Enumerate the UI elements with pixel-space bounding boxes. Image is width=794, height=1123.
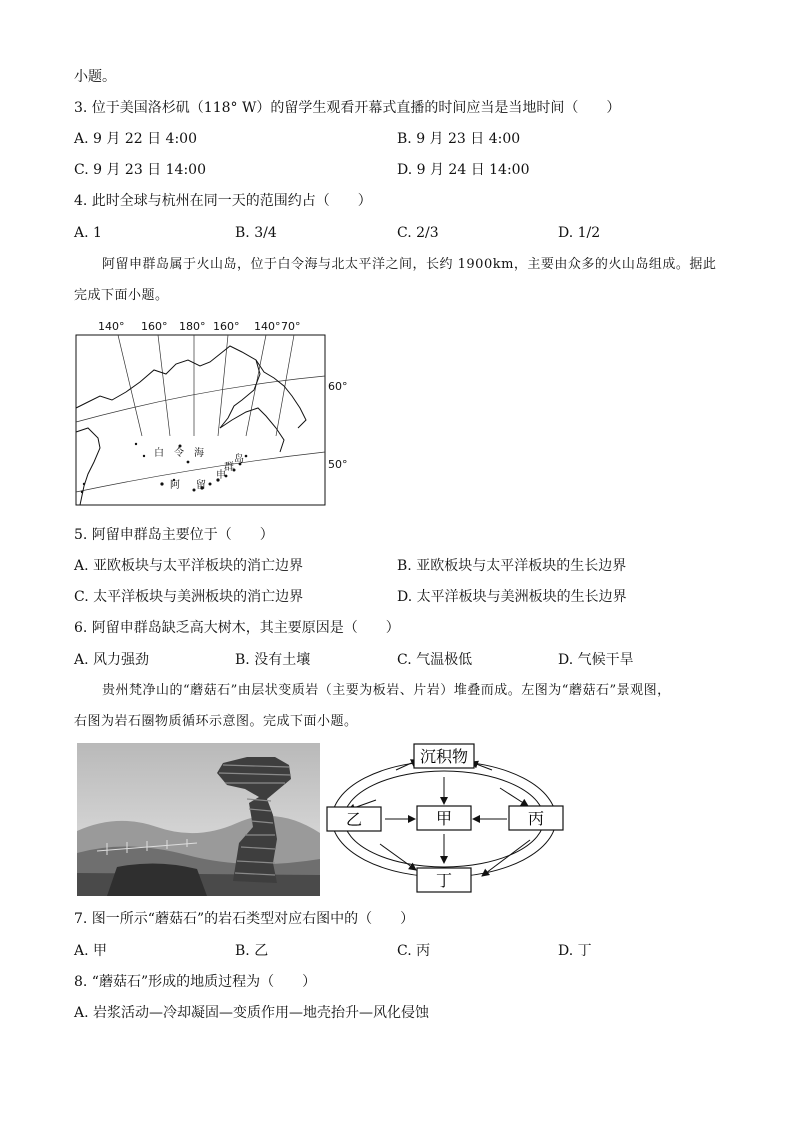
question-7-option-d[interactable]: D. 丁: [558, 943, 592, 959]
question-5-option-c[interactable]: C. 太平洋板块与美洲板块的消亡边界: [74, 589, 304, 605]
question-4-option-a[interactable]: A. 1: [74, 225, 102, 241]
map-lon-label: 180°: [179, 320, 206, 333]
question-8-stem: 8. “蘑菇石”形成的地质过程为（ ）: [74, 974, 317, 990]
passage-mushroom-line-2: 右图为岩石圈物质循环示意图。完成下面小题。: [74, 714, 358, 729]
map-lon-label: 160°: [141, 320, 168, 333]
svg-text:乙: 乙: [345, 810, 363, 829]
question-8-option-a[interactable]: A. 岩浆活动—冷却凝固—变质作用—地壳抬升—风化侵蚀: [74, 1005, 430, 1021]
svg-text:沉积物: 沉积物: [419, 747, 469, 766]
question-4-stem: 4. 此时全球与杭州在同一天的范围约占（ ）: [74, 193, 372, 209]
question-4-option-c[interactable]: C. 2/3: [397, 225, 439, 241]
map-lat-label: 60°: [328, 380, 348, 393]
map-sea-char: 令: [174, 448, 184, 459]
question-6-option-c[interactable]: C. 气温极低: [397, 652, 473, 668]
map-sea-char: 白: [154, 448, 164, 459]
map-chain-char: 留: [196, 480, 206, 491]
mushroom-rock-photo: [77, 743, 320, 896]
map-sea-char: 海: [194, 448, 204, 459]
passage-mushroom-line-1: 贵州梵净山的“蘑菇石”由层状变质岩（主要为板岩、片岩）堆叠而成。左图为“蘑菇石”景观图，: [102, 683, 671, 698]
svg-text:甲: 甲: [435, 809, 453, 828]
question-5-option-b[interactable]: B. 亚欧板块与太平洋板块的生长边界: [397, 558, 627, 574]
question-6-option-b[interactable]: B. 没有土壤: [235, 652, 311, 668]
passage-aleutian-line-1: 阿留申群岛属于火山岛，位于白令海与北太平洋之间，长约 1900km，主要由众多的火山岛组成。据此: [102, 257, 717, 272]
question-6-option-a[interactable]: A. 风力强劲: [74, 652, 150, 668]
question-5-option-d[interactable]: D. 太平洋板块与美洲板块的生长边界: [397, 589, 627, 605]
cycle-node-jia: [417, 806, 471, 830]
question-7-option-a[interactable]: A. 甲: [74, 943, 108, 959]
svg-text:丙: 丙: [527, 809, 545, 828]
map-chain-char: 申: [216, 470, 226, 481]
map-lon-label: 160°: [213, 320, 240, 333]
map-chain-char: 群: [224, 462, 234, 473]
map-chain-char: 岛: [234, 454, 244, 465]
map-lon-label: 140°: [254, 320, 281, 333]
question-4-option-b[interactable]: B. 3/4: [235, 225, 277, 241]
question-3-option-a[interactable]: A. 9 月 22 日 4:00: [74, 131, 197, 147]
question-7-stem: 7. 图一所示“蘑菇石”的岩石类型对应右图中的（ ）: [74, 911, 415, 927]
question-3-stem: 3. 位于美国洛杉矶（118° W）的留学生观看开幕式直播的时间应当是当地时间（ ）: [74, 100, 621, 116]
cycle-node-yi: [327, 807, 381, 831]
question-5-option-a[interactable]: A. 亚欧板块与太平洋板块的消亡边界: [74, 558, 304, 574]
cycle-node-bing: [509, 806, 563, 830]
svg-text:丁: 丁: [435, 871, 453, 890]
rock-cycle-diagram: [322, 740, 572, 900]
map-lon-label: 140°: [98, 320, 125, 333]
question-3-option-b[interactable]: B. 9 月 23 日 4:00: [397, 131, 521, 147]
question-3-option-d[interactable]: D. 9 月 24 日 14:00: [397, 162, 530, 178]
passage-aleutian-line-2: 完成下面小题。: [74, 288, 169, 303]
question-7-option-b[interactable]: B. 乙: [235, 943, 269, 959]
question-4-option-d[interactable]: D. 1/2: [558, 225, 601, 241]
map-chain-char: 阿: [170, 480, 180, 491]
map-lat-label: 50°: [328, 458, 348, 471]
map-lon-label: 70°: [281, 320, 301, 333]
question-5-stem: 5. 阿留申群岛主要位于（ ）: [74, 527, 274, 543]
question-3-option-c[interactable]: C. 9 月 23 日 14:00: [74, 162, 206, 178]
question-6-option-d[interactable]: D. 气候干旱: [558, 652, 634, 668]
cycle-node-ding: [417, 868, 471, 892]
question-7-option-c[interactable]: C. 丙: [397, 943, 431, 959]
aleutian-map: [70, 316, 360, 512]
cycle-node-sediment: [414, 744, 474, 768]
question-6-stem: 6. 阿留申群岛缺乏高大树木，其主要原因是（ ）: [74, 620, 400, 636]
intro-tail: 小题。: [74, 69, 116, 85]
